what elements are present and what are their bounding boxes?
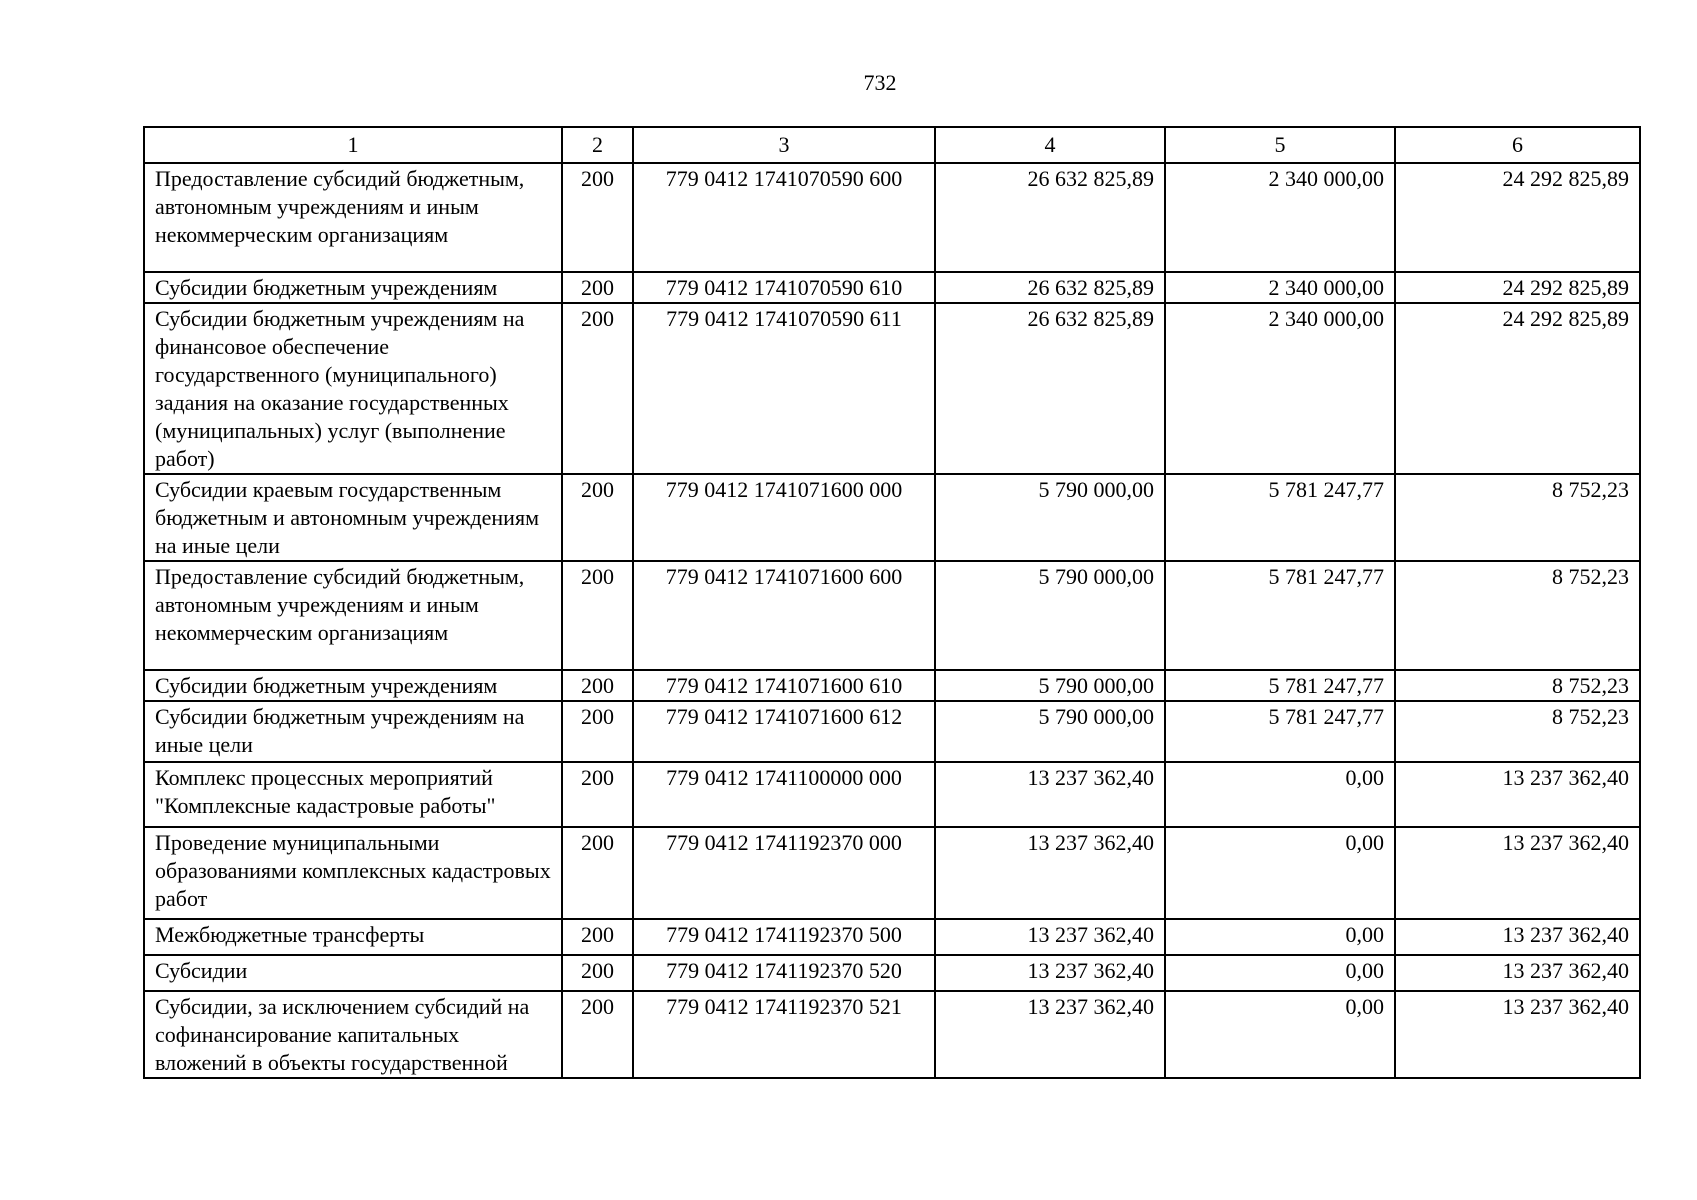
- row-code: 200: [562, 303, 633, 474]
- row-value-6: 13 237 362,40: [1395, 919, 1640, 955]
- row-value-6: 13 237 362,40: [1395, 991, 1640, 1078]
- row-name: Субсидии бюджетным учреждениям: [144, 670, 562, 701]
- row-value-4: 5 790 000,00: [935, 474, 1165, 561]
- row-value-6: 8 752,23: [1395, 701, 1640, 762]
- row-value-6: 24 292 825,89: [1395, 303, 1640, 474]
- row-name: Предоставление субсидий бюджетным, автономным учреждениям и иным некоммерческим организациям: [144, 163, 562, 272]
- row-value-5: 0,00: [1165, 762, 1395, 827]
- row-code: 200: [562, 762, 633, 827]
- row-value-6: 13 237 362,40: [1395, 762, 1640, 827]
- row-code: 200: [562, 919, 633, 955]
- row-value-5: 2 340 000,00: [1165, 303, 1395, 474]
- table-row: [144, 163, 1640, 272]
- table-row: [144, 991, 1640, 1078]
- row-value-4: 13 237 362,40: [935, 991, 1165, 1078]
- row-kbk: 779 0412 1741192370 000: [633, 827, 935, 919]
- row-value-5: 5 781 247,77: [1165, 474, 1395, 561]
- row-value-6: 13 237 362,40: [1395, 827, 1640, 919]
- row-code: 200: [562, 163, 633, 272]
- row-value-5: 5 781 247,77: [1165, 701, 1395, 762]
- row-kbk: 779 0412 1741192370 500: [633, 919, 935, 955]
- column-header: 4: [935, 127, 1165, 163]
- row-name: Субсидии, за исключением субсидий на софинансирование капитальных вложений в объекты государственной: [144, 991, 562, 1078]
- row-kbk: 779 0412 1741070590 600: [633, 163, 935, 272]
- row-value-5: 0,00: [1165, 919, 1395, 955]
- row-value-4: 13 237 362,40: [935, 762, 1165, 827]
- table-row: [144, 561, 1640, 670]
- row-value-5: 0,00: [1165, 827, 1395, 919]
- row-value-5: 5 781 247,77: [1165, 670, 1395, 701]
- column-header: 3: [633, 127, 935, 163]
- row-kbk: 779 0412 1741071600 610: [633, 670, 935, 701]
- row-kbk: 779 0412 1741071600 000: [633, 474, 935, 561]
- row-code: 200: [562, 474, 633, 561]
- table-row: [144, 827, 1640, 919]
- row-name: Субсидии краевым государственным бюджетным и автономным учреждениям на иные цели: [144, 474, 562, 561]
- table-row: [144, 762, 1640, 827]
- table-row: [144, 303, 1640, 474]
- row-name: Предоставление субсидий бюджетным, автономным учреждениям и иным некоммерческим организациям: [144, 561, 562, 670]
- row-value-4: 13 237 362,40: [935, 827, 1165, 919]
- row-kbk: 779 0412 1741100000 000: [633, 762, 935, 827]
- row-value-6: 13 237 362,40: [1395, 955, 1640, 991]
- row-code: 200: [562, 670, 633, 701]
- table-row: [144, 919, 1640, 955]
- budget-table: [143, 126, 1641, 1079]
- table-body: [144, 163, 1640, 1078]
- row-kbk: 779 0412 1741071600 600: [633, 561, 935, 670]
- row-name: Субсидии бюджетным учреждениям на финансовое обеспечение государственного (муниципального) задания на оказание государственных (муниципальных) услуг (выполнение работ): [144, 303, 562, 474]
- row-kbk: 779 0412 1741070590 610: [633, 272, 935, 303]
- row-code: 200: [562, 991, 633, 1078]
- row-value-6: 8 752,23: [1395, 474, 1640, 561]
- row-name: Проведение муниципальными образованиями комплексных кадастровых работ: [144, 827, 562, 919]
- page-number: 732: [863, 70, 897, 95]
- table-row: [144, 474, 1640, 561]
- row-name: Субсидии: [144, 955, 562, 991]
- column-header: 6: [1395, 127, 1640, 163]
- row-value-4: 5 790 000,00: [935, 701, 1165, 762]
- row-value-4: 5 790 000,00: [935, 561, 1165, 670]
- row-kbk: 779 0412 1741192370 520: [633, 955, 935, 991]
- row-value-6: 8 752,23: [1395, 561, 1640, 670]
- row-kbk: 779 0412 1741070590 611: [633, 303, 935, 474]
- row-value-5: 0,00: [1165, 991, 1395, 1078]
- row-kbk: 779 0412 1741192370 521: [633, 991, 935, 1078]
- row-value-4: 13 237 362,40: [935, 955, 1165, 991]
- row-value-6: 24 292 825,89: [1395, 163, 1640, 272]
- row-value-5: 2 340 000,00: [1165, 272, 1395, 303]
- table-row: [144, 701, 1640, 762]
- row-value-4: 26 632 825,89: [935, 303, 1165, 474]
- row-code: 200: [562, 701, 633, 762]
- row-value-4: 26 632 825,89: [935, 163, 1165, 272]
- row-value-6: 8 752,23: [1395, 670, 1640, 701]
- row-name: Субсидии бюджетным учреждениям на иные цели: [144, 701, 562, 762]
- row-name: Комплекс процессных мероприятий "Комплексные кадастровые работы": [144, 762, 562, 827]
- row-value-6: 24 292 825,89: [1395, 272, 1640, 303]
- row-value-5: 5 781 247,77: [1165, 561, 1395, 670]
- row-name: Межбюджетные трансферты: [144, 919, 562, 955]
- row-value-5: 2 340 000,00: [1165, 163, 1395, 272]
- table-row: [144, 670, 1640, 701]
- row-value-4: 26 632 825,89: [935, 272, 1165, 303]
- row-code: 200: [562, 827, 633, 919]
- row-value-4: 5 790 000,00: [935, 670, 1165, 701]
- row-value-4: 13 237 362,40: [935, 919, 1165, 955]
- row-code: 200: [562, 272, 633, 303]
- table-header-row: [144, 127, 1640, 163]
- row-value-5: 0,00: [1165, 955, 1395, 991]
- row-kbk: 779 0412 1741071600 612: [633, 701, 935, 762]
- row-code: 200: [562, 561, 633, 670]
- column-header: 5: [1165, 127, 1395, 163]
- column-header: 1: [144, 127, 562, 163]
- column-header: 2: [562, 127, 633, 163]
- row-name: Субсидии бюджетным учреждениям: [144, 272, 562, 303]
- table-row: [144, 272, 1640, 303]
- table-row: [144, 955, 1640, 991]
- row-code: 200: [562, 955, 633, 991]
